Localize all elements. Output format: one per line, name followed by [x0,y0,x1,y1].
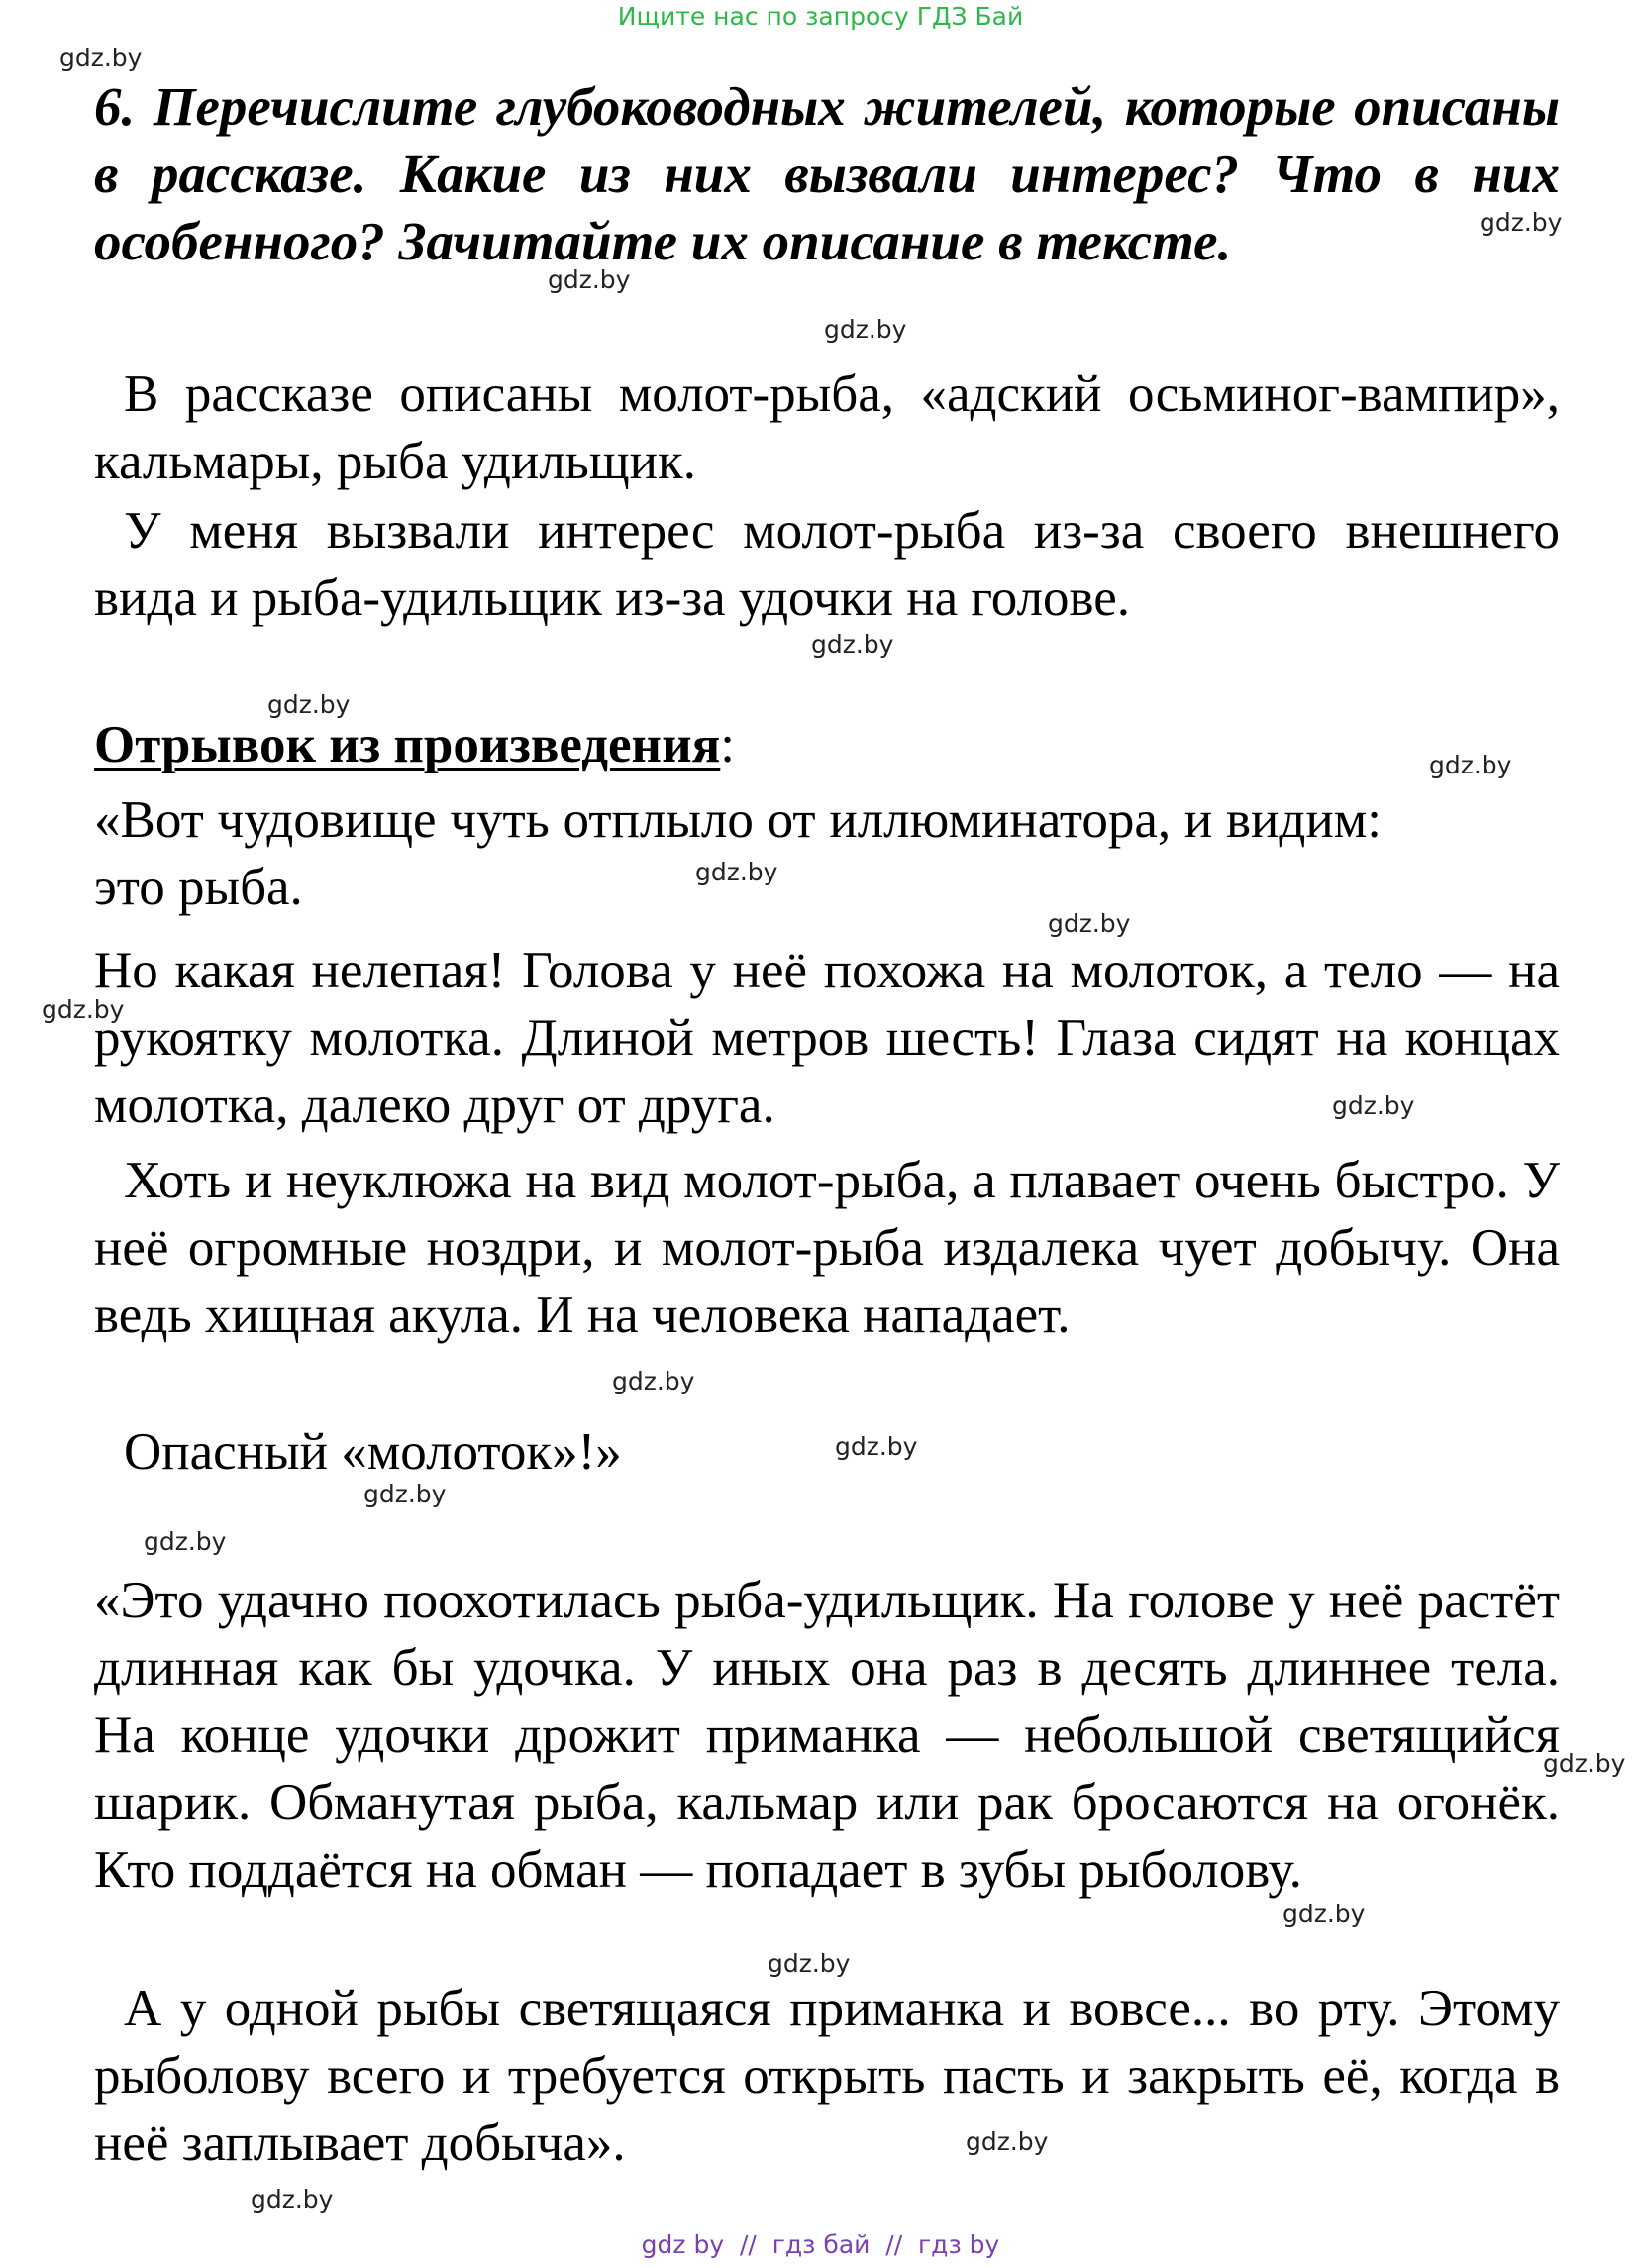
watermark: gdz.by [695,858,778,886]
watermark: gdz.by [811,630,894,659]
watermark: gdz.by [768,1949,851,1978]
question-text: 6. Перечислите глубоководных жителей, которые описаны в рассказе. Какие из них вызвали интерес? Что в них особенного? Зачитайте их описание в тексте. [94,76,1560,271]
watermark: gdz.by [548,265,631,294]
excerpt-heading-colon: : [720,716,736,773]
watermark: gdz.by [1429,751,1512,779]
watermark: gdz.by [1332,1091,1415,1120]
excerpt-paragraph: Но какая нелепая! Голова у неё похожа на молоток, а тело — на рукоятку молотка. Длиной метров шесть! Глаза сидят на концах молотка, далеко друг от друга. [94,942,1560,1134]
watermark: gdz.by [267,690,351,719]
excerpt-paragraph: А у одной рыбы светящаяся приманка и вовсе... во рту. Этому рыболову всего и требуется открыть пасть и закрыть её, когда в неё заплывает добыча». [94,1980,1560,2172]
watermark: gdz.by [824,315,907,344]
watermark: gdz.by [1480,208,1563,237]
answer-paragraph: В рассказе описаны молот-рыба, «адский осьминог-вампир», кальмары, рыба удильщик. [94,365,1560,490]
watermark: gdz.by [1543,1749,1626,1778]
answer-paragraph: У меня вызвали интерес молот-рыба из-за своего внешнего вида и рыба-удильщик из-за удочки на голове. [94,502,1560,627]
excerpt-paragraph: «Это удачно поохотилась рыба-удильщик. На голове у неё растёт длинная как бы удочка. У иных она раз в десять длиннее тела. На конце удочки дрожит приманка — небольшой светящийся шарик. Обманутая рыба, кальмар или рак бросаются на огонёк. Кто поддаётся на обман — попадает в зубы рыболову. [94,1572,1560,1899]
watermark: gdz.by [835,1432,918,1461]
watermark: gdz.by [144,1527,227,1556]
watermark: gdz.by [251,2185,334,2214]
watermark: gdz.by [1048,909,1131,938]
excerpt-paragraph: Опасный «молоток»!» [124,1423,622,1481]
excerpt-paragraph: «Вот чудовище чуть отплыло от иллюминатора, и видим: это рыба. [94,791,1382,916]
excerpt-heading-title: Отрывок из произведения [94,716,721,773]
header-banner[interactable]: Ищите нас по запросу ГДЗ Бай [617,2,1024,31]
watermark: gdz.by [59,44,143,72]
watermark: gdz.by [612,1367,695,1395]
watermark: gdz.by [1282,1900,1366,1928]
watermark: gdz.by [966,2127,1049,2156]
watermark: gdz.by [42,995,125,1024]
excerpt-paragraph: Хоть и неуклюжа на вид молот-рыба, а плавает очень быстро. У неё огромные ноздри, и молот-рыба издалека чует добычу. Она ведь хищная акула. И на человека нападает. [94,1152,1560,1344]
excerpt-heading [94,711,735,778]
footer-banner[interactable]: gdz by // гдз бай // гдз by [641,2230,1000,2259]
watermark: gdz.by [363,1480,447,1508]
